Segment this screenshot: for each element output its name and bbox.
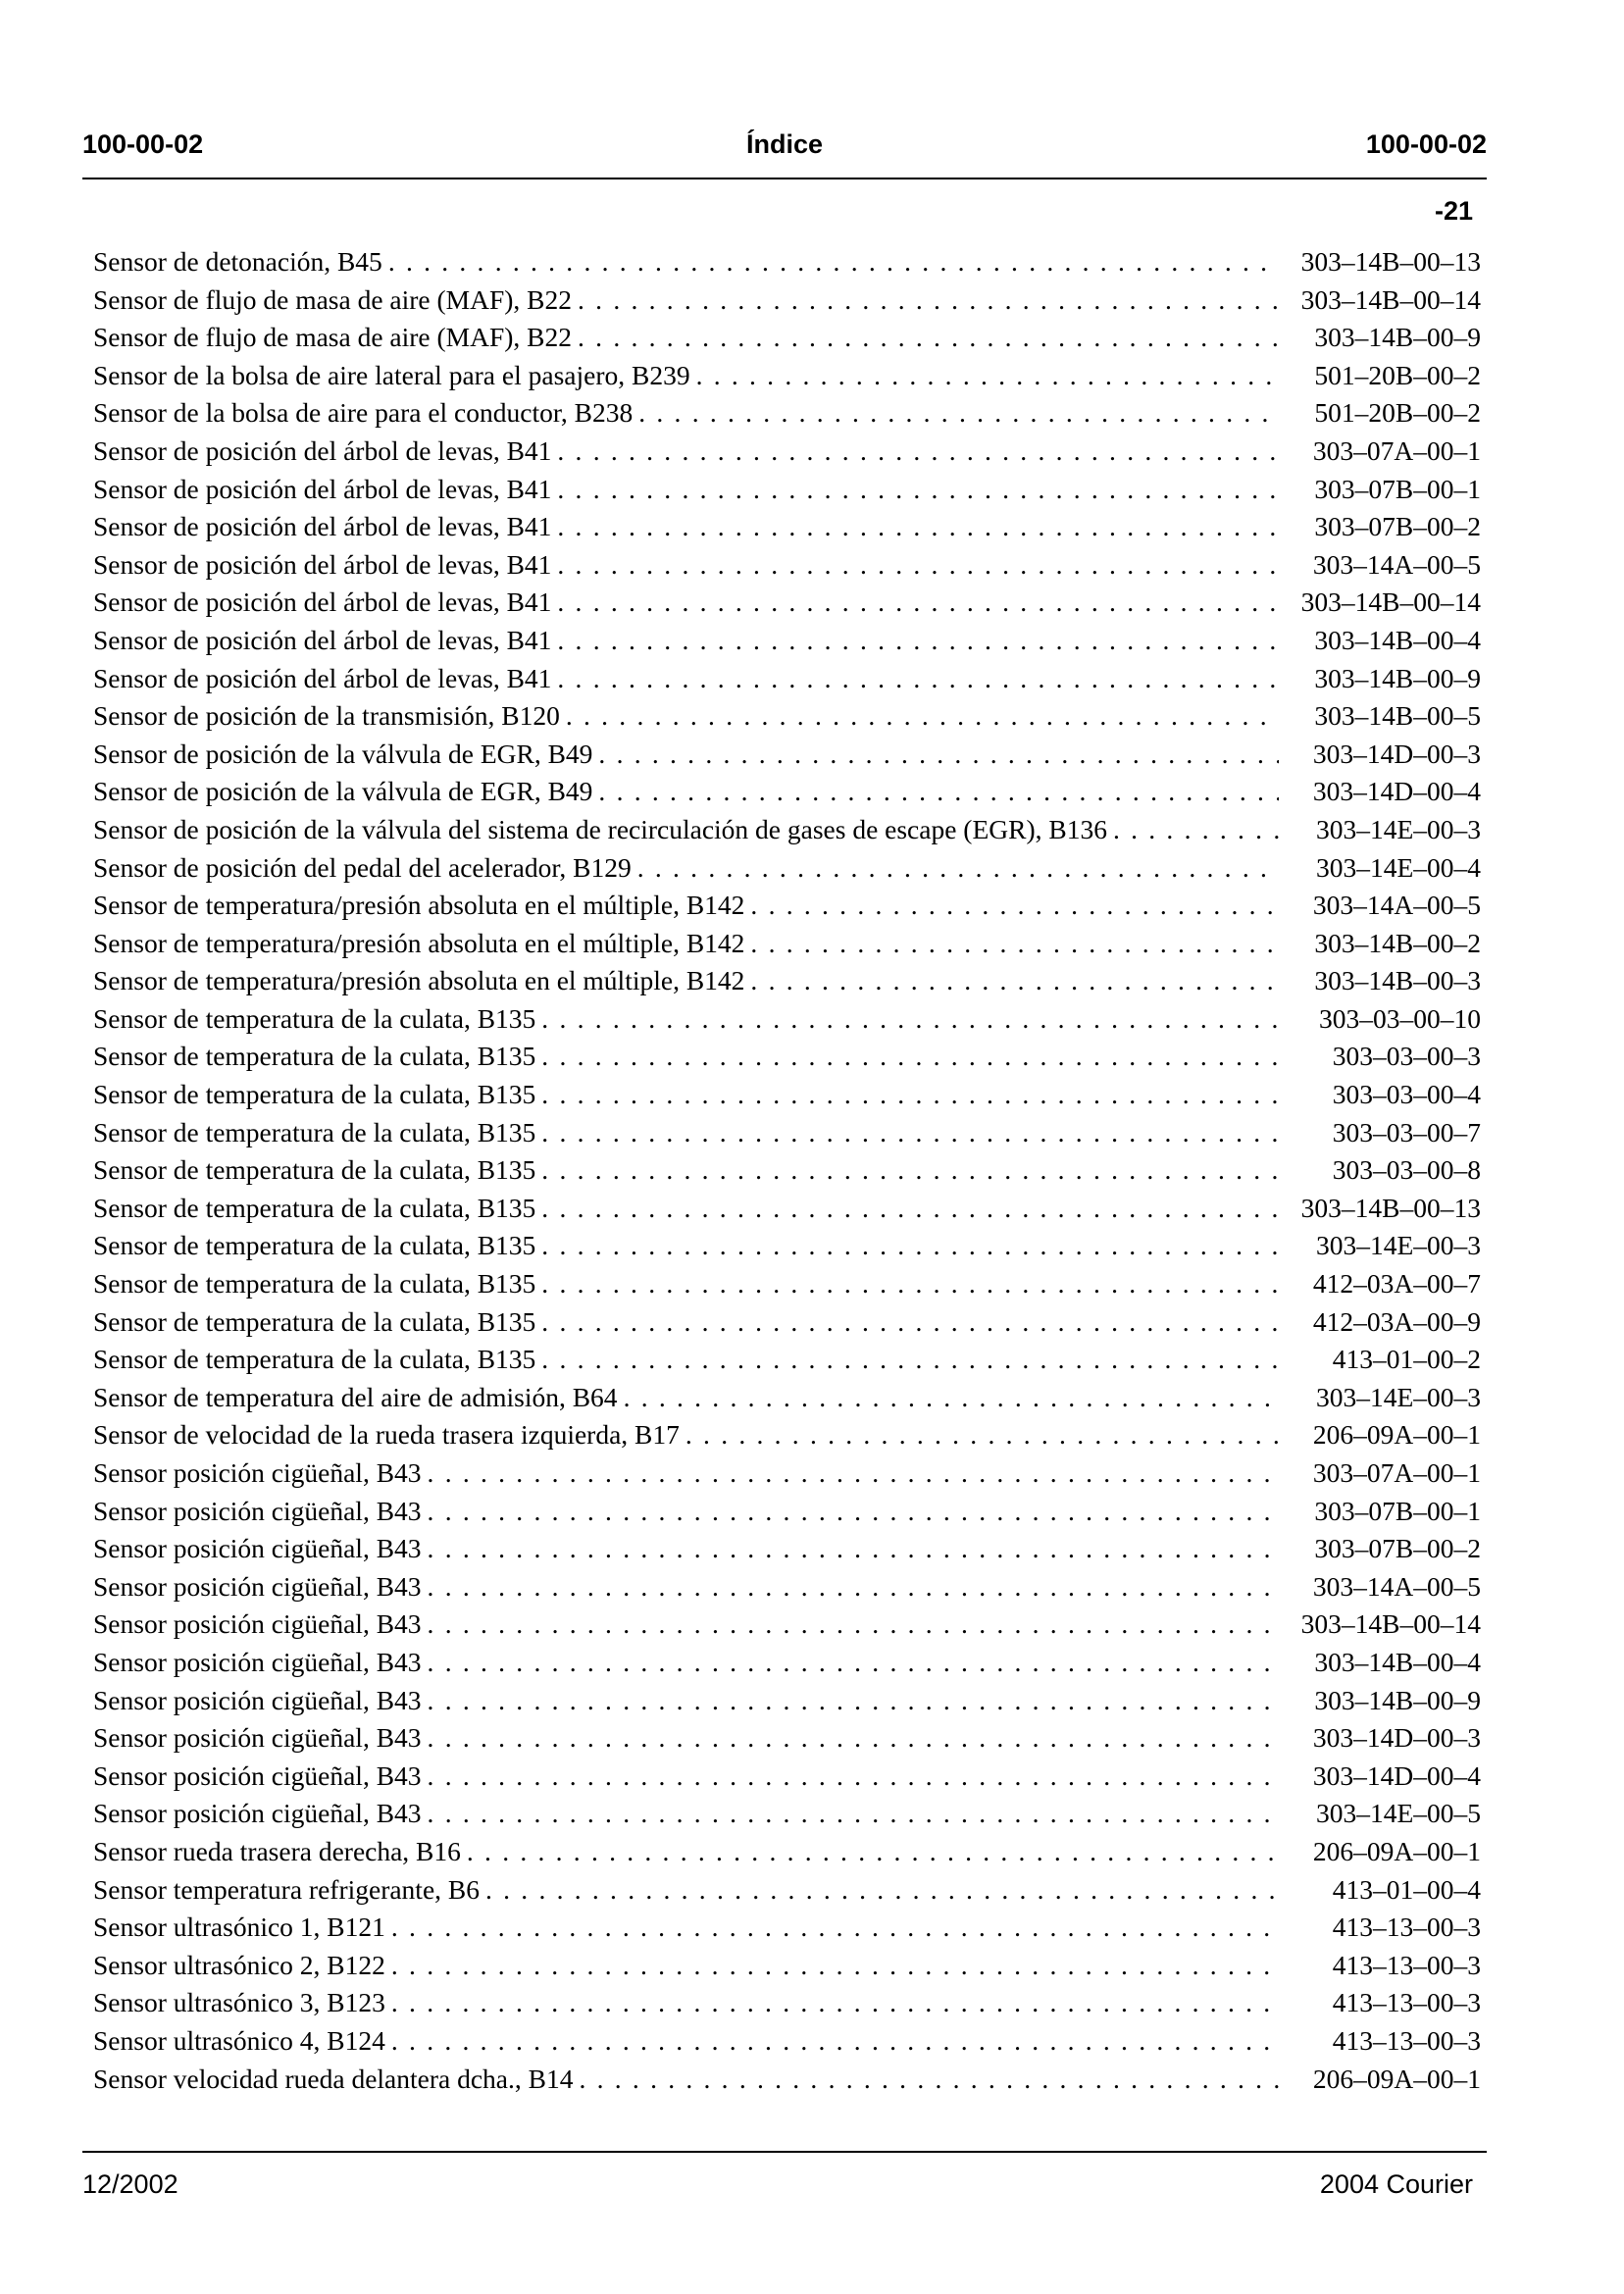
dot-leader (557, 584, 1279, 622)
entry-page-reference: 303–14D–00–3 (1312, 738, 1481, 769)
page-title: Índice (745, 129, 824, 159)
entry-page-reference: 303–14E–00–3 (1315, 1230, 1481, 1261)
entry-page-reference: 303–14A–00–5 (1312, 1570, 1481, 1602)
entry-page-reference: 303–14B–00–14 (1300, 586, 1481, 618)
entry-page-reference: 303–14A–00–5 (1312, 548, 1481, 580)
entry-label: Sensor de flujo de masa de aire (MAF), B22 (93, 322, 573, 353)
entry-label: Sensor de posición de la válvula de EGR, B49 (93, 738, 593, 769)
entry-label: Sensor posición cigüeñal, B43 (93, 1570, 422, 1602)
entry-page-reference: 303–07A–00–1 (1312, 434, 1481, 466)
entry-label: Sensor de posición del pedal del acelerador, B129 (93, 851, 632, 883)
entry-page-reference: 303–07B–00–2 (1314, 1533, 1481, 1564)
entry-page-reference: 303–14B–00–9 (1314, 322, 1481, 353)
dot-leader (557, 546, 1279, 585)
entry-label: Sensor velocidad rueda delantera dcha., B14 (93, 2063, 574, 2094)
entry-label: Sensor de posición de la válvula del sistema de recirculación de gases de escape (EGR), B136 (93, 813, 1107, 844)
entry-label: Sensor ultrasónico 2, B122 (93, 1949, 385, 1980)
entry-label: Sensor posición cigüeñal, B43 (93, 1798, 422, 1829)
dot-leader (750, 887, 1279, 925)
dot-leader (638, 394, 1279, 433)
index-entry (93, 508, 1481, 546)
entry-label: Sensor posición cigüeñal, B43 (93, 1608, 422, 1640)
index-entry (93, 546, 1481, 585)
dot-leader (428, 1530, 1279, 1568)
index-entry (93, 1719, 1481, 1758)
entry-page-reference: 303–07B–00–1 (1314, 1495, 1481, 1526)
index-entry (93, 736, 1481, 774)
entry-label: Sensor de posición del árbol de levas, B41 (93, 434, 552, 466)
entry-page-reference: 303–14B–00–14 (1300, 283, 1481, 315)
dot-leader (557, 660, 1279, 698)
entry-label: Sensor posición cigüeñal, B43 (93, 1495, 422, 1526)
entry-label: Sensor de posición del árbol de levas, B41 (93, 548, 552, 580)
entry-page-reference: 413–01–00–2 (1332, 1344, 1481, 1375)
dot-leader (391, 2022, 1279, 2061)
entry-label: Sensor temperatura refrigerante, B6 (93, 1873, 480, 1905)
entry-label: Sensor de temperatura/presión absoluta en el múltiple, B142 (93, 965, 745, 996)
section-code-left: 100-00-02 (82, 129, 204, 159)
entry-label: Sensor de posición del árbol de levas, B41 (93, 511, 552, 542)
dot-leader (428, 1454, 1279, 1493)
dot-leader (541, 1265, 1279, 1303)
index-entry (93, 925, 1481, 963)
index-list (93, 243, 1481, 2098)
entry-label: Sensor de temperatura de la culata, B135 (93, 1041, 536, 1072)
dot-leader (428, 1719, 1279, 1758)
entry-label: Sensor ultrasónico 4, B124 (93, 2024, 385, 2056)
entry-label: Sensor de la bolsa de aire lateral para el pasajero, B239 (93, 359, 690, 390)
index-entry (93, 1000, 1481, 1039)
page-footer (82, 2169, 1473, 2209)
index-entry (93, 773, 1481, 811)
entry-label: Sensor de velocidad de la rueda trasera izquierda, B17 (93, 1419, 680, 1451)
dot-leader (557, 433, 1279, 471)
dot-leader (428, 1493, 1279, 1531)
index-entry (93, 622, 1481, 660)
index-entry (93, 1795, 1481, 1833)
header-divider (82, 178, 1487, 179)
entry-label: Sensor de temperatura de la culata, B135 (93, 1002, 536, 1034)
entry-page-reference: 206–09A–00–1 (1312, 1835, 1481, 1866)
entry-label: Sensor de posición del árbol de levas, B41 (93, 586, 552, 618)
dot-leader (637, 849, 1279, 888)
entry-label: Sensor de posición de la válvula de EGR, B49 (93, 776, 593, 807)
dot-leader (696, 357, 1279, 395)
index-entry (93, 1190, 1481, 1228)
section-code-right: 100-00-02 (1365, 129, 1487, 159)
entry-label: Sensor ultrasónico 3, B123 (93, 1987, 385, 2018)
index-entry (93, 2022, 1481, 2061)
index-entry (93, 1227, 1481, 1265)
entry-label: Sensor de flujo de masa de aire (MAF), B22 (93, 283, 573, 315)
dot-leader (578, 319, 1279, 357)
index-entry (93, 433, 1481, 471)
dot-leader (391, 1909, 1279, 1947)
dot-leader (428, 1682, 1279, 1720)
index-entry (93, 1454, 1481, 1493)
index-entry (93, 1568, 1481, 1606)
entry-page-reference: 303–14E–00–5 (1315, 1798, 1481, 1829)
entry-page-reference: 303–07B–00–1 (1314, 473, 1481, 504)
index-entry (93, 1530, 1481, 1568)
index-entry (93, 2061, 1481, 2099)
dot-leader (624, 1379, 1279, 1417)
dot-leader (750, 962, 1279, 1000)
entry-page-reference: 303–14D–00–4 (1312, 776, 1481, 807)
entry-page-reference: 412–03A–00–7 (1312, 1268, 1481, 1300)
entry-page-reference: 501–20B–00–2 (1314, 397, 1481, 429)
index-entry (93, 584, 1481, 622)
entry-page-reference: 303–14D–00–4 (1312, 1759, 1481, 1791)
entry-label: Sensor de temperatura de la culata, B135 (93, 1079, 536, 1110)
entry-page-reference: 303–14D–00–3 (1312, 1722, 1481, 1754)
entry-page-reference: 303–14E–00–4 (1315, 851, 1481, 883)
entry-page-reference: 303–14B–00–4 (1314, 1646, 1481, 1677)
page-number: -21 (1434, 196, 1473, 226)
dot-leader (541, 1341, 1279, 1379)
index-entry (93, 1341, 1481, 1379)
entry-page-reference: 413–13–00–3 (1332, 2024, 1481, 2056)
dot-leader (566, 697, 1279, 736)
dot-leader (485, 1871, 1279, 1910)
dot-leader (557, 471, 1279, 509)
entry-page-reference: 303–14E–00–3 (1315, 1381, 1481, 1412)
entry-label: Sensor posición cigüeñal, B43 (93, 1684, 422, 1715)
dot-leader (750, 925, 1279, 963)
footer-model: 2004 Courier (1319, 2169, 1473, 2199)
index-entry (93, 1644, 1481, 1682)
dot-leader (541, 1038, 1279, 1076)
entry-page-reference: 303–14B–00–9 (1314, 662, 1481, 693)
dot-leader (557, 622, 1279, 660)
dot-leader (541, 1076, 1279, 1114)
entry-page-reference: 413–01–00–4 (1332, 1873, 1481, 1905)
dot-leader (1113, 811, 1279, 849)
footer-divider (82, 2151, 1487, 2153)
entry-label: Sensor rueda trasera derecha, B16 (93, 1835, 461, 1866)
index-entry (93, 1493, 1481, 1531)
entry-page-reference: 303–14E–00–3 (1315, 813, 1481, 844)
dot-leader (557, 508, 1279, 546)
entry-label: Sensor posición cigüeñal, B43 (93, 1457, 422, 1488)
dot-leader (428, 1568, 1279, 1606)
entry-page-reference: 303–03–00–7 (1332, 1116, 1481, 1147)
entry-page-reference: 303–14A–00–5 (1312, 890, 1481, 921)
dot-leader (391, 1947, 1279, 1985)
index-entry (93, 1909, 1481, 1947)
index-entry (93, 1833, 1481, 1871)
entry-page-reference: 303–07B–00–2 (1314, 511, 1481, 542)
dot-leader (541, 1190, 1279, 1228)
dot-leader (541, 1000, 1279, 1039)
dot-leader (578, 281, 1279, 320)
entry-label: Sensor de posición del árbol de levas, B41 (93, 624, 552, 655)
dot-leader (541, 1227, 1279, 1265)
entry-page-reference: 303–14B–00–9 (1314, 1684, 1481, 1715)
index-entry (93, 887, 1481, 925)
index-entry (93, 697, 1481, 736)
entry-label: Sensor de temperatura de la culata, B135 (93, 1344, 536, 1375)
entry-label: Sensor de temperatura de la culata, B135 (93, 1116, 536, 1147)
index-entry (93, 357, 1481, 395)
entry-page-reference: 206–09A–00–1 (1312, 2063, 1481, 2094)
index-entry (93, 471, 1481, 509)
entry-page-reference: 501–20B–00–2 (1314, 359, 1481, 390)
entry-label: Sensor de posición de la transmisión, B120 (93, 700, 560, 732)
index-entry (93, 849, 1481, 888)
entry-page-reference: 303–07A–00–1 (1312, 1457, 1481, 1488)
entry-page-reference: 303–14B–00–3 (1314, 965, 1481, 996)
dot-leader (541, 1303, 1279, 1342)
entry-label: Sensor ultrasónico 1, B121 (93, 1912, 385, 1943)
entry-label: Sensor de temperatura de la culata, B135 (93, 1192, 536, 1223)
index-entry (93, 1606, 1481, 1644)
entry-label: Sensor de posición del árbol de levas, B41 (93, 662, 552, 693)
dot-leader (388, 243, 1279, 281)
index-entry (93, 1871, 1481, 1910)
index-entry (93, 1151, 1481, 1190)
entry-label: Sensor de temperatura de la culata, B135 (93, 1305, 536, 1337)
entry-label: Sensor posición cigüeñal, B43 (93, 1759, 422, 1791)
entry-page-reference: 303–14B–00–4 (1314, 624, 1481, 655)
index-entry (93, 1379, 1481, 1417)
entry-label: Sensor posición cigüeñal, B43 (93, 1722, 422, 1754)
entry-label: Sensor de temperatura de la culata, B135 (93, 1154, 536, 1186)
dot-leader (541, 1114, 1279, 1152)
entry-page-reference: 303–14B–00–14 (1300, 1608, 1481, 1640)
index-entry (93, 243, 1481, 281)
dot-leader (541, 1151, 1279, 1190)
entry-page-reference: 413–13–00–3 (1332, 1912, 1481, 1943)
dot-leader (685, 1416, 1279, 1454)
index-entry (93, 811, 1481, 849)
dot-leader (428, 1644, 1279, 1682)
dot-leader (598, 736, 1279, 774)
entry-label: Sensor posición cigüeñal, B43 (93, 1646, 422, 1677)
entry-page-reference: 413–13–00–3 (1332, 1949, 1481, 1980)
entry-label: Sensor de la bolsa de aire para el conductor, B238 (93, 397, 634, 429)
dot-leader (467, 1833, 1279, 1871)
index-entry (93, 1076, 1481, 1114)
entry-page-reference: 303–03–00–8 (1332, 1154, 1481, 1186)
entry-page-reference: 412–03A–00–9 (1312, 1305, 1481, 1337)
index-entry (93, 1682, 1481, 1720)
index-entry (93, 1758, 1481, 1796)
index-entry (93, 1984, 1481, 2022)
entry-page-reference: 303–14B–00–2 (1314, 927, 1481, 958)
index-entry (93, 1416, 1481, 1454)
dot-leader (428, 1606, 1279, 1644)
index-entry (93, 394, 1481, 433)
index-entry (93, 319, 1481, 357)
entry-page-reference: 303–03–00–10 (1319, 1002, 1481, 1034)
index-entry (93, 1114, 1481, 1152)
entry-page-reference: 303–03–00–4 (1332, 1079, 1481, 1110)
page-header (82, 126, 1487, 165)
dot-leader (598, 773, 1279, 811)
index-entry (93, 1038, 1481, 1076)
dot-leader (428, 1758, 1279, 1796)
entry-label: Sensor de detonación, B45 (93, 246, 382, 277)
dot-leader (391, 1984, 1279, 2022)
entry-label: Sensor de temperatura/presión absoluta en el múltiple, B142 (93, 927, 745, 958)
entry-page-reference: 303–03–00–3 (1332, 1041, 1481, 1072)
entry-page-reference: 303–14B–00–13 (1300, 246, 1481, 277)
dot-leader (428, 1795, 1279, 1833)
entry-label: Sensor de temperatura de la culata, B135 (93, 1268, 536, 1300)
entry-label: Sensor de temperatura/presión absoluta en el múltiple, B142 (93, 890, 745, 921)
index-entry (93, 660, 1481, 698)
entry-page-reference: 413–13–00–3 (1332, 1987, 1481, 2018)
index-entry (93, 281, 1481, 320)
entry-page-reference: 206–09A–00–1 (1312, 1419, 1481, 1451)
entry-page-reference: 303–14B–00–5 (1314, 700, 1481, 732)
entry-label: Sensor de temperatura de la culata, B135 (93, 1230, 536, 1261)
entry-label: Sensor posición cigüeñal, B43 (93, 1533, 422, 1564)
index-entry (93, 962, 1481, 1000)
index-entry (93, 1265, 1481, 1303)
entry-page-reference: 303–14B–00–13 (1300, 1192, 1481, 1223)
index-entry (93, 1303, 1481, 1342)
dot-leader (579, 2061, 1279, 2099)
footer-date: 12/2002 (82, 2169, 178, 2199)
index-entry (93, 1947, 1481, 1985)
entry-label: Sensor de posición del árbol de levas, B41 (93, 473, 552, 504)
entry-label: Sensor de temperatura del aire de admisión, B64 (93, 1381, 618, 1412)
